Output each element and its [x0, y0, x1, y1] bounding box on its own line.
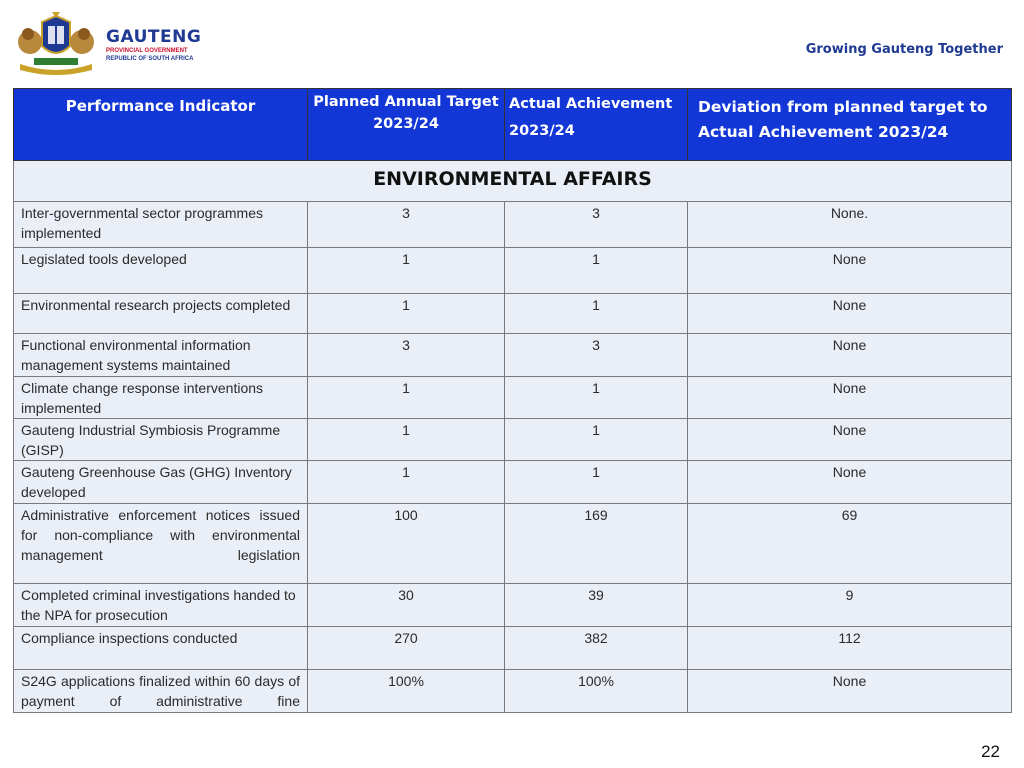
table-row: [14, 461, 1012, 504]
table-row: [14, 294, 1012, 334]
planned-cell: 1: [308, 461, 505, 504]
indicator-cell: Gauteng Greenhouse Gas (GHG) Inventory developed: [14, 461, 308, 504]
brand-subtitle-2: REPUBLIC OF SOUTH AFRICA: [106, 56, 194, 62]
indicator-cell: Gauteng Industrial Symbiosis Programme (GISP): [14, 419, 308, 461]
logo-block: [12, 12, 201, 78]
deviation-cell: None: [688, 334, 1012, 377]
deviation-cell: 9: [688, 584, 1012, 627]
deviation-cell: 112: [688, 627, 1012, 670]
table-header-row: [14, 89, 1012, 161]
deviation-cell: None: [688, 377, 1012, 419]
page-number: 22: [981, 742, 1000, 761]
deviation-cell: None: [688, 461, 1012, 504]
indicator-cell: Climate change response interventions implemented: [14, 377, 308, 419]
actual-cell: 169: [505, 504, 688, 584]
deviation-cell: None: [688, 670, 1012, 713]
table-row: [14, 627, 1012, 670]
planned-cell: 100: [308, 504, 505, 584]
section-row: [14, 161, 1012, 202]
deviation-cell: 69: [688, 504, 1012, 584]
table-row: [14, 202, 1012, 248]
table-row: [14, 670, 1012, 713]
tagline: Growing Gauteng Together: [805, 42, 1003, 57]
planned-cell: 1: [308, 377, 505, 419]
indicator-cell: Administrative enforcement notices issued for non-compliance with environmental management legislation: [14, 504, 308, 584]
planned-cell: 270: [308, 627, 505, 670]
deviation-cell: None: [688, 248, 1012, 294]
actual-cell: 382: [505, 627, 688, 670]
table-row: [14, 334, 1012, 377]
table-row: [14, 377, 1012, 419]
actual-cell: 1: [505, 248, 688, 294]
indicator-cell: Compliance inspections conducted: [14, 627, 308, 670]
brand-name: GAUTENG: [106, 27, 202, 47]
indicator-cell: Completed criminal investigations handed to the NPA for prosecution: [14, 584, 308, 627]
indicator-cell: S24G applications finalized within 60 days of payment of administrative fine: [14, 670, 308, 713]
header-actual: Actual Achievement 2023/24: [505, 89, 688, 161]
indicator-cell: Legislated tools developed: [14, 248, 308, 294]
actual-cell: 3: [505, 334, 688, 377]
indicator-cell: Environmental research projects completed: [14, 294, 308, 334]
planned-cell: 1: [308, 294, 505, 334]
actual-cell: 3: [505, 202, 688, 248]
actual-cell: 1: [505, 294, 688, 334]
actual-cell: 39: [505, 584, 688, 627]
actual-cell: 1: [505, 377, 688, 419]
deviation-cell: None: [688, 419, 1012, 461]
actual-cell: 1: [505, 419, 688, 461]
table-row: [14, 584, 1012, 627]
brand-subtitle-1: PROVINCIAL GOVERNMENT: [106, 48, 188, 54]
planned-cell: 30: [308, 584, 505, 627]
actual-cell: 1: [505, 461, 688, 504]
planned-cell: 3: [308, 202, 505, 248]
table-row: [14, 504, 1012, 584]
brand-text: [106, 27, 201, 63]
header-deviation: Deviation from planned target to Actual Achievement 2023/24: [688, 89, 1012, 161]
indicator-cell: Inter-governmental sector programmes implemented: [14, 202, 308, 248]
deviation-cell: None: [688, 294, 1012, 334]
coat-of-arms-icon: [12, 12, 100, 78]
section-title: ENVIRONMENTAL AFFAIRS: [14, 161, 1012, 202]
table-row: [14, 248, 1012, 294]
performance-table: [13, 88, 1012, 713]
planned-cell: 1: [308, 248, 505, 294]
indicator-cell: Functional environmental information management systems maintained: [14, 334, 308, 377]
planned-cell: 100%: [308, 670, 505, 713]
header-planned: Planned Annual Target 2023/24: [308, 89, 505, 161]
actual-cell: 100%: [505, 670, 688, 713]
planned-cell: 3: [308, 334, 505, 377]
planned-cell: 1: [308, 419, 505, 461]
deviation-cell: None.: [688, 202, 1012, 248]
table-row: [14, 419, 1012, 461]
header-indicator: Performance Indicator: [14, 89, 308, 161]
